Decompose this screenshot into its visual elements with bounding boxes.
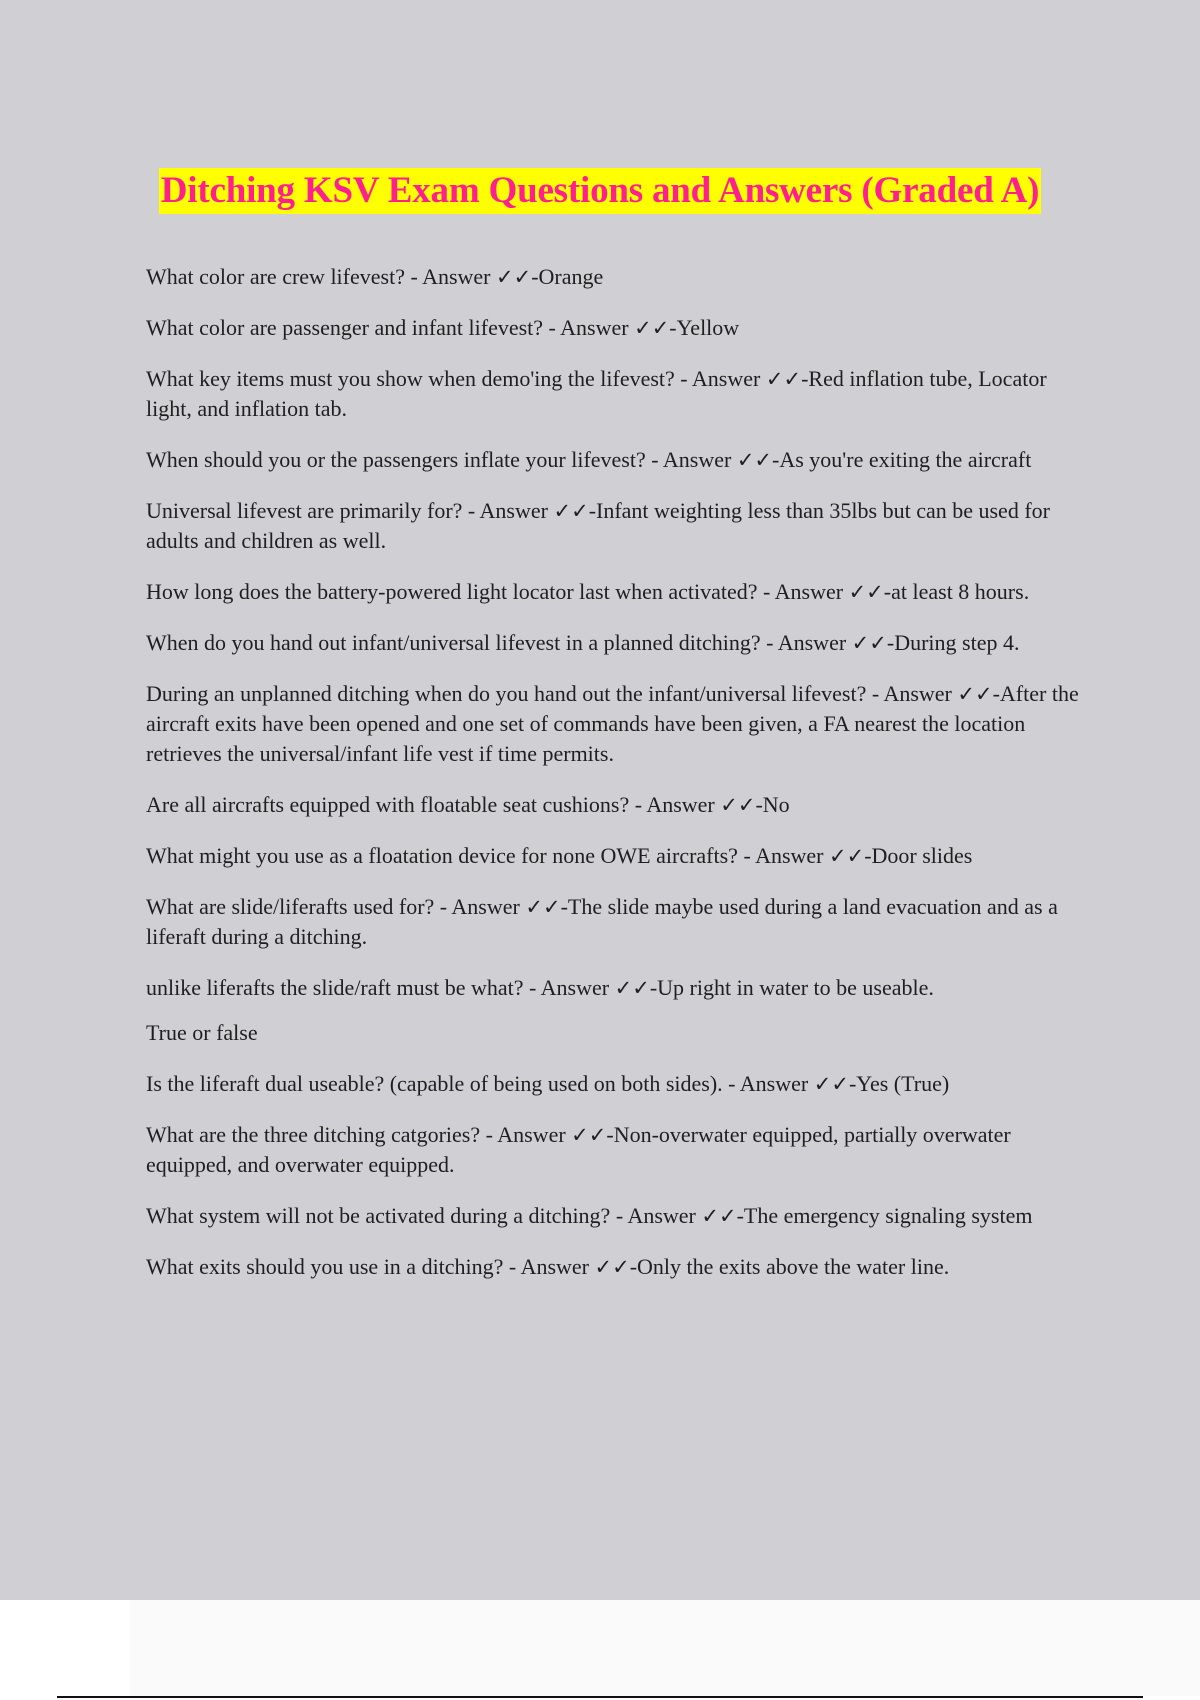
check-icon: ✓✓ [525,895,561,919]
question-text: What system will not be activated during a ditching? - [146,1203,628,1228]
qa-item [146,790,1092,820]
check-icon: ✓✓ [634,316,670,340]
answer-prefix: Answer [520,1254,589,1279]
answer-text: -The emergency signaling system [736,1203,1033,1228]
title-container [0,168,1200,214]
answer-prefix: Answer [646,792,715,817]
answer-prefix: Answer [479,498,548,523]
qa-item [146,445,1092,475]
answer-text: -Non-overwater equipped, partially overwater equipped, and overwater equipped. [146,1122,1011,1177]
answer-prefix: Answer [774,579,844,604]
answer-prefix: Answer [451,894,520,919]
answer-text: -Yellow [669,315,740,340]
qa-item [146,364,1092,424]
answer-prefix: Answer [497,1122,566,1147]
qa-item [146,841,1092,871]
qa-item [146,679,1092,769]
answer-prefix: Answer [691,366,761,391]
answer-prefix: Answer [560,315,629,340]
check-icon: ✓✓ [701,1204,737,1228]
answer-prefix: Answer [883,681,952,706]
answer-text: -The slide maybe used during a land evacuation and as a liferaft during a ditching. [146,894,1058,949]
answer-text: -Up right in water to be useable. [649,975,934,1000]
page-title: Ditching KSV Exam Questions and Answers (Graded A) [159,168,1041,214]
check-icon: ✓✓ [553,499,589,523]
question-text: What key items must you show when demo'ing the lifevest? - [146,366,692,391]
qa-item [146,577,1092,607]
check-icon: ✓✓ [614,976,650,1000]
check-icon: ✓✓ [594,1255,630,1279]
question-text: Are all aircrafts equipped with floatable seat cushions? - [146,792,647,817]
answer-text: -Door slides [864,843,973,868]
qa-item [146,628,1092,658]
answer-prefix: Answer [662,447,732,472]
question-text: What color are passenger and infant lifevest? - [146,315,561,340]
answer-text: -After the aircraft exits have been opened and one set of commands have been given, a FA nearest the location retrieves the universal/infant life vest if time permits. [146,681,1079,766]
question-text: Is the liferaft dual useable? (capable of being used on both sides). - [146,1071,740,1096]
question-text: What are slide/liferafts used for? - [146,894,452,919]
answer-text: -No [755,792,790,817]
answer-text: -at least 8 hours. [883,579,1030,604]
answer-text: -Orange [531,264,604,289]
check-icon: ✓✓ [720,793,756,817]
check-icon: ✓✓ [848,580,884,604]
qa-item [146,1069,1092,1099]
answer-text: -Only the exits above the water line. [629,1254,950,1279]
answer-text: -Yes (True) [848,1071,950,1096]
answer-prefix: Answer [540,975,610,1000]
check-icon: ✓✓ [736,448,773,472]
qa-list [146,262,1092,1303]
answer-text: -Red inflation tube, Locator light, and inflation tab. [146,366,1047,421]
question-text: What color are crew lifevest? - [146,264,423,289]
qa-item [146,313,1092,343]
question-text: unlike liferafts the slide/raft must be what? - [146,975,541,1000]
qa-item [146,1201,1092,1231]
question-text: How long does the battery-powered light locator last when activated? - [146,579,775,604]
footer-divider [57,1696,1143,1698]
qa-item [146,262,1092,292]
check-icon: ✓✓ [496,265,532,289]
footer-band [130,1600,1200,1696]
question-text: What are the three ditching catgories? - [146,1122,498,1147]
answer-prefix: Answer [739,1071,809,1096]
question-text: During an unplanned ditching when do you hand out the infant/universal lifevest? - [146,681,884,706]
standalone-text: True or false [146,1020,258,1045]
question-text: When do you hand out infant/universal lifevest in a planned ditching? - [146,630,778,655]
answer-prefix: Answer [422,264,491,289]
question-text: When should you or the passengers inflate your lifevest? - [146,447,663,472]
answer-prefix: Answer [777,630,847,655]
answer-prefix: Answer [627,1203,696,1228]
question-text: Universal lifevest are primarily for? - [146,498,480,523]
answer-text: -During step 4. [886,630,1020,655]
check-icon: ✓✓ [851,631,887,655]
answer-prefix: Answer [755,843,824,868]
qa-item [146,1120,1092,1180]
check-icon: ✓✓ [765,367,802,391]
question-text: What exits should you use in a ditching? - [146,1254,521,1279]
question-text: What might you use as a floatation device for none OWE aircrafts? - [146,843,756,868]
answer-text: -As you're exiting the aircraft [772,447,1032,472]
qa-item [146,892,1092,952]
page-footer [0,1600,1200,1700]
check-icon: ✓✓ [571,1123,607,1147]
check-icon: ✓✓ [813,1072,849,1096]
qa-item [146,973,1092,1003]
check-icon: ✓✓ [957,682,993,706]
qa-item [146,1252,1092,1282]
answer-text: -Infant weighting less than 35lbs but can be used for adults and children as well. [146,498,1050,553]
qa-item [146,496,1092,556]
check-icon: ✓✓ [829,844,865,868]
